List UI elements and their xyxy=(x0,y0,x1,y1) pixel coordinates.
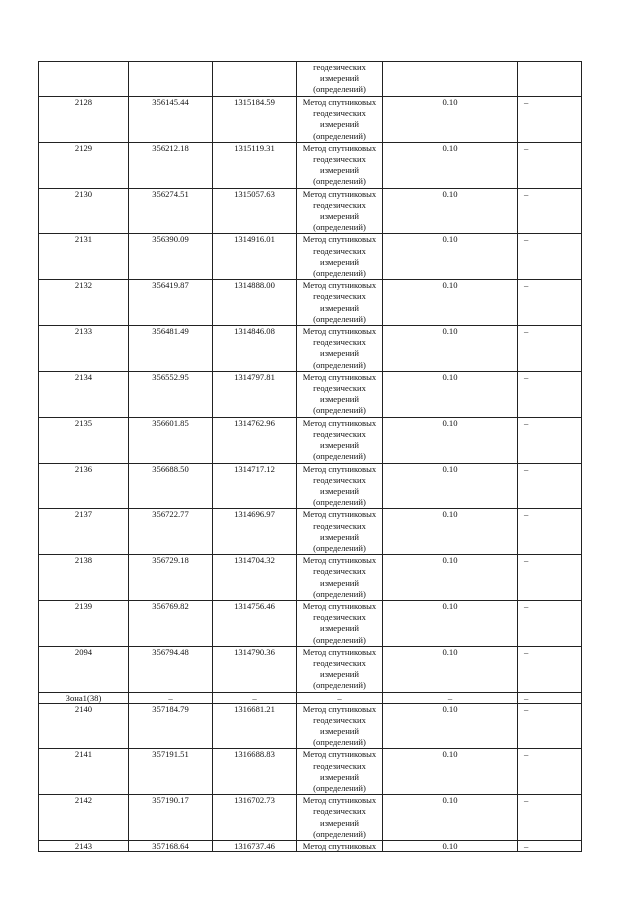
point-number-cell: 2134 xyxy=(39,371,129,417)
table-row xyxy=(39,463,582,509)
point-number-cell: 2131 xyxy=(39,234,129,280)
accuracy-cell: 0.10 xyxy=(383,463,518,509)
x-coordinate-cell: 357190.17 xyxy=(129,795,213,841)
table-row xyxy=(39,749,582,795)
x-coordinate-cell: 356794.48 xyxy=(129,646,213,692)
y-coordinate-cell: 1314888.00 xyxy=(213,280,297,326)
y-coordinate-cell: 1315184.59 xyxy=(213,97,297,143)
accuracy-cell: – xyxy=(383,692,518,703)
method-cell: Метод спутниковых геодезических измерений (определений) xyxy=(297,463,383,509)
table-row xyxy=(39,417,582,463)
x-coordinate-cell: 357184.79 xyxy=(129,703,213,749)
point-number-cell: 2133 xyxy=(39,326,129,372)
y-coordinate-cell: 1314756.46 xyxy=(213,600,297,646)
accuracy-cell: 0.10 xyxy=(383,188,518,234)
x-coordinate-cell: 356212.18 xyxy=(129,142,213,188)
note-cell: – xyxy=(518,841,582,852)
point-number-cell: 2137 xyxy=(39,509,129,555)
accuracy-cell: 0.10 xyxy=(383,417,518,463)
x-coordinate-cell: 356145.44 xyxy=(129,97,213,143)
x-coordinate-cell: 356481.49 xyxy=(129,326,213,372)
method-cell: – xyxy=(297,692,383,703)
accuracy-cell: 0.10 xyxy=(383,509,518,555)
accuracy-cell: 0.10 xyxy=(383,234,518,280)
accuracy-cell: 0.10 xyxy=(383,555,518,601)
y-coordinate-cell: – xyxy=(213,692,297,703)
x-coordinate-cell: – xyxy=(129,692,213,703)
x-coordinate-cell: 356729.18 xyxy=(129,555,213,601)
table-row xyxy=(39,371,582,417)
note-cell: – xyxy=(518,371,582,417)
accuracy-cell: 0.10 xyxy=(383,142,518,188)
y-coordinate-cell: 1316688.83 xyxy=(213,749,297,795)
accuracy-cell: 0.10 xyxy=(383,326,518,372)
accuracy-cell: 0.10 xyxy=(383,703,518,749)
note-cell: – xyxy=(518,692,582,703)
x-coordinate-cell: 356390.09 xyxy=(129,234,213,280)
x-coordinate-cell: 356601.85 xyxy=(129,417,213,463)
table-row xyxy=(39,280,582,326)
point-number-cell: 2142 xyxy=(39,795,129,841)
y-coordinate-cell: 1316737.46 xyxy=(213,841,297,852)
x-coordinate-cell: 357168.64 xyxy=(129,841,213,852)
point-number-cell: 2129 xyxy=(39,142,129,188)
method-cell: Метод спутниковых геодезических измерений (определений) xyxy=(297,188,383,234)
accuracy-cell: 0.10 xyxy=(383,749,518,795)
note-cell: – xyxy=(518,795,582,841)
accuracy-cell: 0.10 xyxy=(383,600,518,646)
point-number-cell: 2130 xyxy=(39,188,129,234)
point-number-cell: 2139 xyxy=(39,600,129,646)
table-row xyxy=(39,795,582,841)
note-cell xyxy=(518,62,582,97)
point-number-cell: 2135 xyxy=(39,417,129,463)
x-coordinate-cell: 356274.51 xyxy=(129,188,213,234)
note-cell: – xyxy=(518,555,582,601)
point-number-cell: 2138 xyxy=(39,555,129,601)
point-number-cell xyxy=(39,62,129,97)
table-row xyxy=(39,326,582,372)
y-coordinate-cell: 1314797.81 xyxy=(213,371,297,417)
method-cell: Метод спутниковых геодезических измерений (определений) xyxy=(297,326,383,372)
method-cell: Метод спутниковых геодезических измерений (определений) xyxy=(297,234,383,280)
accuracy-cell: 0.10 xyxy=(383,841,518,852)
point-number-cell: Зона1(38) xyxy=(39,692,129,703)
table-row xyxy=(39,62,582,97)
method-cell: Метод спутниковых геодезических измерений (определений) xyxy=(297,555,383,601)
y-coordinate-cell: 1315119.31 xyxy=(213,142,297,188)
x-coordinate-cell: 357191.51 xyxy=(129,749,213,795)
accuracy-cell: 0.10 xyxy=(383,371,518,417)
note-cell: – xyxy=(518,188,582,234)
y-coordinate-cell: 1316702.73 xyxy=(213,795,297,841)
x-coordinate-cell: 356552.95 xyxy=(129,371,213,417)
note-cell: – xyxy=(518,97,582,143)
table-row xyxy=(39,97,582,143)
note-cell: – xyxy=(518,749,582,795)
note-cell: – xyxy=(518,703,582,749)
point-number-cell: 2132 xyxy=(39,280,129,326)
note-cell: – xyxy=(518,280,582,326)
y-coordinate-cell: 1314717.12 xyxy=(213,463,297,509)
coordinates-table xyxy=(38,61,582,852)
note-cell: – xyxy=(518,646,582,692)
accuracy-cell: 0.10 xyxy=(383,280,518,326)
method-cell: геодезических измерений (определений) xyxy=(297,62,383,97)
x-coordinate-cell: 356688.50 xyxy=(129,463,213,509)
y-coordinate-cell: 1314916.01 xyxy=(213,234,297,280)
method-cell: Метод спутниковых геодезических измерений (определений) xyxy=(297,371,383,417)
accuracy-cell xyxy=(383,62,518,97)
note-cell: – xyxy=(518,600,582,646)
accuracy-cell: 0.10 xyxy=(383,795,518,841)
method-cell: Метод спутниковых геодезических измерений (определений) xyxy=(297,646,383,692)
table-row xyxy=(39,142,582,188)
accuracy-cell: 0.10 xyxy=(383,646,518,692)
table-row xyxy=(39,841,582,852)
point-number-cell: 2136 xyxy=(39,463,129,509)
table-row xyxy=(39,234,582,280)
y-coordinate-cell: 1314704.32 xyxy=(213,555,297,601)
method-cell: Метод спутниковых геодезических измерений (определений) xyxy=(297,280,383,326)
point-number-cell: 2140 xyxy=(39,703,129,749)
x-coordinate-cell: 356419.87 xyxy=(129,280,213,326)
y-coordinate-cell: 1315057.63 xyxy=(213,188,297,234)
method-cell: Метод спутниковых геодезических измерений (определений) xyxy=(297,417,383,463)
note-cell: – xyxy=(518,326,582,372)
note-cell: – xyxy=(518,417,582,463)
y-coordinate-cell: 1316681.21 xyxy=(213,703,297,749)
table-row xyxy=(39,509,582,555)
note-cell: – xyxy=(518,509,582,555)
table-row xyxy=(39,703,582,749)
method-cell: Метод спутниковых геодезических измерений (определений) xyxy=(297,600,383,646)
y-coordinate-cell xyxy=(213,62,297,97)
table-row xyxy=(39,600,582,646)
note-cell: – xyxy=(518,463,582,509)
y-coordinate-cell: 1314790.36 xyxy=(213,646,297,692)
table-row xyxy=(39,646,582,692)
x-coordinate-cell: 356722.77 xyxy=(129,509,213,555)
accuracy-cell: 0.10 xyxy=(383,97,518,143)
y-coordinate-cell: 1314846.08 xyxy=(213,326,297,372)
method-cell: Метод спутниковых геодезических измерений (определений) xyxy=(297,795,383,841)
x-coordinate-cell: 356769.82 xyxy=(129,600,213,646)
method-cell: Метод спутниковых геодезических измерений (определений) xyxy=(297,97,383,143)
table-row xyxy=(39,692,582,703)
method-cell: Метод спутниковых xyxy=(297,841,383,852)
point-number-cell: 2128 xyxy=(39,97,129,143)
note-cell: – xyxy=(518,142,582,188)
y-coordinate-cell: 1314696.97 xyxy=(213,509,297,555)
note-cell: – xyxy=(518,234,582,280)
x-coordinate-cell xyxy=(129,62,213,97)
table-body xyxy=(39,62,582,852)
table-row xyxy=(39,555,582,601)
table-row xyxy=(39,188,582,234)
method-cell: Метод спутниковых геодезических измерений (определений) xyxy=(297,509,383,555)
point-number-cell: 2094 xyxy=(39,646,129,692)
method-cell: Метод спутниковых геодезических измерений (определений) xyxy=(297,142,383,188)
point-number-cell: 2143 xyxy=(39,841,129,852)
y-coordinate-cell: 1314762.96 xyxy=(213,417,297,463)
method-cell: Метод спутниковых геодезических измерений (определений) xyxy=(297,703,383,749)
method-cell: Метод спутниковых геодезических измерений (определений) xyxy=(297,749,383,795)
point-number-cell: 2141 xyxy=(39,749,129,795)
